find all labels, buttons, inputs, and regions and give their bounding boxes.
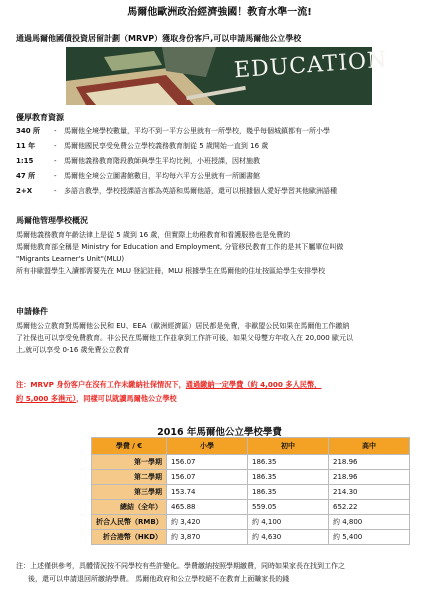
fee-header-cell: 小學 — [167, 438, 248, 455]
resource-text: 多語言教學，學校授課語言都為英語和馬爾他語，還可以根據個人愛好學習其他歐洲語種 — [64, 187, 337, 195]
warning-underlined: 通過繳納一定學費（約 4,000 多人民幣， — [185, 380, 322, 389]
fee-cell: 約 3,870 — [167, 530, 248, 545]
management-line: 馬爾他義務教育年齡法律上是從 5 歲到 16 歲，但實際上幼稚教育和看護服務也是免費的 — [16, 231, 291, 239]
resource-key: 2+X — [16, 187, 33, 195]
management-line: 所有非歐盟學生入讀都需要先在 MLU 登記註冊，MLU 根據學生在馬爾他的住址按區給學生安排學校 — [16, 267, 326, 275]
fee-cell: 465.88 — [167, 500, 248, 515]
resource-item: 340 所 - 馬爾他全境學校數量，平均不到一平方公里就有一所學校，幾乎每個城鎮都有一所小學 — [16, 127, 330, 135]
fee-cell: 218.96 — [329, 455, 410, 470]
management-line: 馬爾他教育部全稱是 Ministry for Education and Employment, 分管移民教育工作的是其下屬單位叫做 — [16, 243, 344, 251]
fee-cell: 約 4,100 — [248, 515, 329, 530]
resource-item: 47 所 - 馬爾他全境公立圖書館數目，平均每六平方公里就有一所圖書館 — [16, 172, 260, 180]
conditions-line: 了社保也可以享受免費教育。非公民在馬爾他工作並拿到工作許可後，如果父母雙方年收入在 20,000 歐元以 — [16, 334, 353, 342]
resource-text: 馬爾他義務教育階段教師與學生平均比例，小班授課，因材施教 — [64, 157, 260, 165]
fee-cell: 214.30 — [329, 485, 410, 500]
conditions-heading: 申請條件 — [16, 307, 48, 316]
fee-row-label: 第一學期 — [92, 455, 167, 470]
fee-cell: 約 5,400 — [329, 530, 410, 545]
fee-header-cell: 初中 — [248, 438, 329, 455]
fee-cell: 156.07 — [167, 470, 248, 485]
resources-heading: 優厚教育資源 — [16, 113, 64, 122]
warning-note — [16, 378, 436, 406]
resource-item: 1:15 - 馬爾他義務教育階段教師與學生平均比例，小班授課，因材施教 — [16, 157, 260, 165]
fee-row-label: 第三學期 — [92, 485, 167, 500]
fee-header-cell: 學費 / € — [92, 438, 167, 455]
subtitle: 通過馬爾他國債投資居留計劃（MRVP）獲取身份客戶,可以申請馬爾他公立學校 — [16, 34, 302, 43]
fee-cell: 186.35 — [248, 485, 329, 500]
fee-row-label: 總結（全年） — [92, 500, 167, 515]
fee-row-label: 折合港幣（HKD） — [92, 530, 167, 545]
fee-cell: 約 4,630 — [248, 530, 329, 545]
resource-key: 340 所 — [16, 127, 41, 135]
fee-table — [91, 437, 410, 545]
fee-table-row — [92, 455, 410, 470]
fee-cell: 186.35 — [248, 470, 329, 485]
fee-table-row — [92, 530, 410, 545]
warning-prefix: 注：MRVP 身份客户在沒有工作未繳納社保情況下， — [16, 380, 186, 389]
fee-table-row — [92, 500, 410, 515]
fee-table-header-row — [92, 438, 410, 455]
fee-cell: 186.35 — [248, 455, 329, 470]
fee-cell: 約 3,420 — [167, 515, 248, 530]
fee-table-row — [92, 470, 410, 485]
fee-row-label: 折合人民幣（RMB） — [92, 515, 167, 530]
footnote-line: 注：上述僅供參考，具體情況按不同學校有些許變化。學費繳納按照學期繳費，同時如果家長在找到工作之 — [16, 562, 345, 570]
fee-table-row — [92, 515, 410, 530]
conditions-paragraph — [16, 320, 426, 356]
education-image — [66, 47, 389, 105]
fee-cell: 652.22 — [329, 500, 410, 515]
resource-key: 47 所 — [16, 172, 36, 180]
fee-row-label: 第二學期 — [92, 470, 167, 485]
footnote-line: 後，還可以申請退回所繳納學費。 馬爾他政府和公立學校絕不在教育上面賺家長的錢 — [28, 575, 290, 583]
page-title: 馬爾他歐洲政治經濟強國！教育水準一流! — [127, 7, 312, 18]
fee-cell: 約 4,800 — [329, 515, 410, 530]
resource-key: 1:15 — [16, 157, 34, 165]
resource-item: 11 年 - 馬爾他國民享受免費公立學校義務教育制從 5 歲開始一直到 16 歲 — [16, 142, 269, 150]
resource-text: 馬爾他全境學校數量，平均不到一平方公里就有一所學校，幾乎每個城鎮都有一所小學 — [64, 127, 330, 135]
fee-cell: 153.74 — [167, 485, 248, 500]
fee-cell: 559.05 — [248, 500, 329, 515]
footnote — [16, 560, 428, 586]
fee-header-cell: 高中 — [329, 438, 410, 455]
conditions-line: 上,就可以享受 0-16 歲免費公立教育 — [16, 346, 130, 354]
management-line: "Migrants Learner's Unit"(MLU) — [16, 255, 125, 263]
resource-key: 11 年 — [16, 142, 36, 150]
warning-underlined: 約 5,000 多港元） — [16, 394, 77, 403]
resource-text: 馬爾他國民享受免費公立學校義務教育制從 5 歲開始一直到 16 歲 — [64, 142, 269, 150]
fee-table-title: 2016 年馬爾他公立學校學費 — [157, 427, 282, 438]
warning-suffix: ，同樣可以就讀馬爾他公立學校 — [76, 394, 177, 403]
management-paragraph — [16, 229, 426, 277]
hero-board-text: EDUCATION — [233, 47, 389, 84]
conditions-line: 馬爾他公立教育對馬爾他公民和 EU、EEA（歐洲經濟區）居民都是免費，非歐盟公民如果在馬爾他工作繳納 — [16, 322, 350, 330]
management-heading: 馬爾他管理學校概況 — [16, 216, 88, 225]
fee-cell: 156.07 — [167, 455, 248, 470]
fee-cell: 218.96 — [329, 470, 410, 485]
resource-text: 馬爾他全境公立圖書館數目，平均每六平方公里就有一所圖書館 — [64, 172, 260, 180]
resource-item: 2+X - 多語言教學，學校授課語言都為英語和馬爾他語，還可以根據個人愛好學習其他歐洲語種 — [16, 187, 337, 195]
fee-table-row — [92, 485, 410, 500]
